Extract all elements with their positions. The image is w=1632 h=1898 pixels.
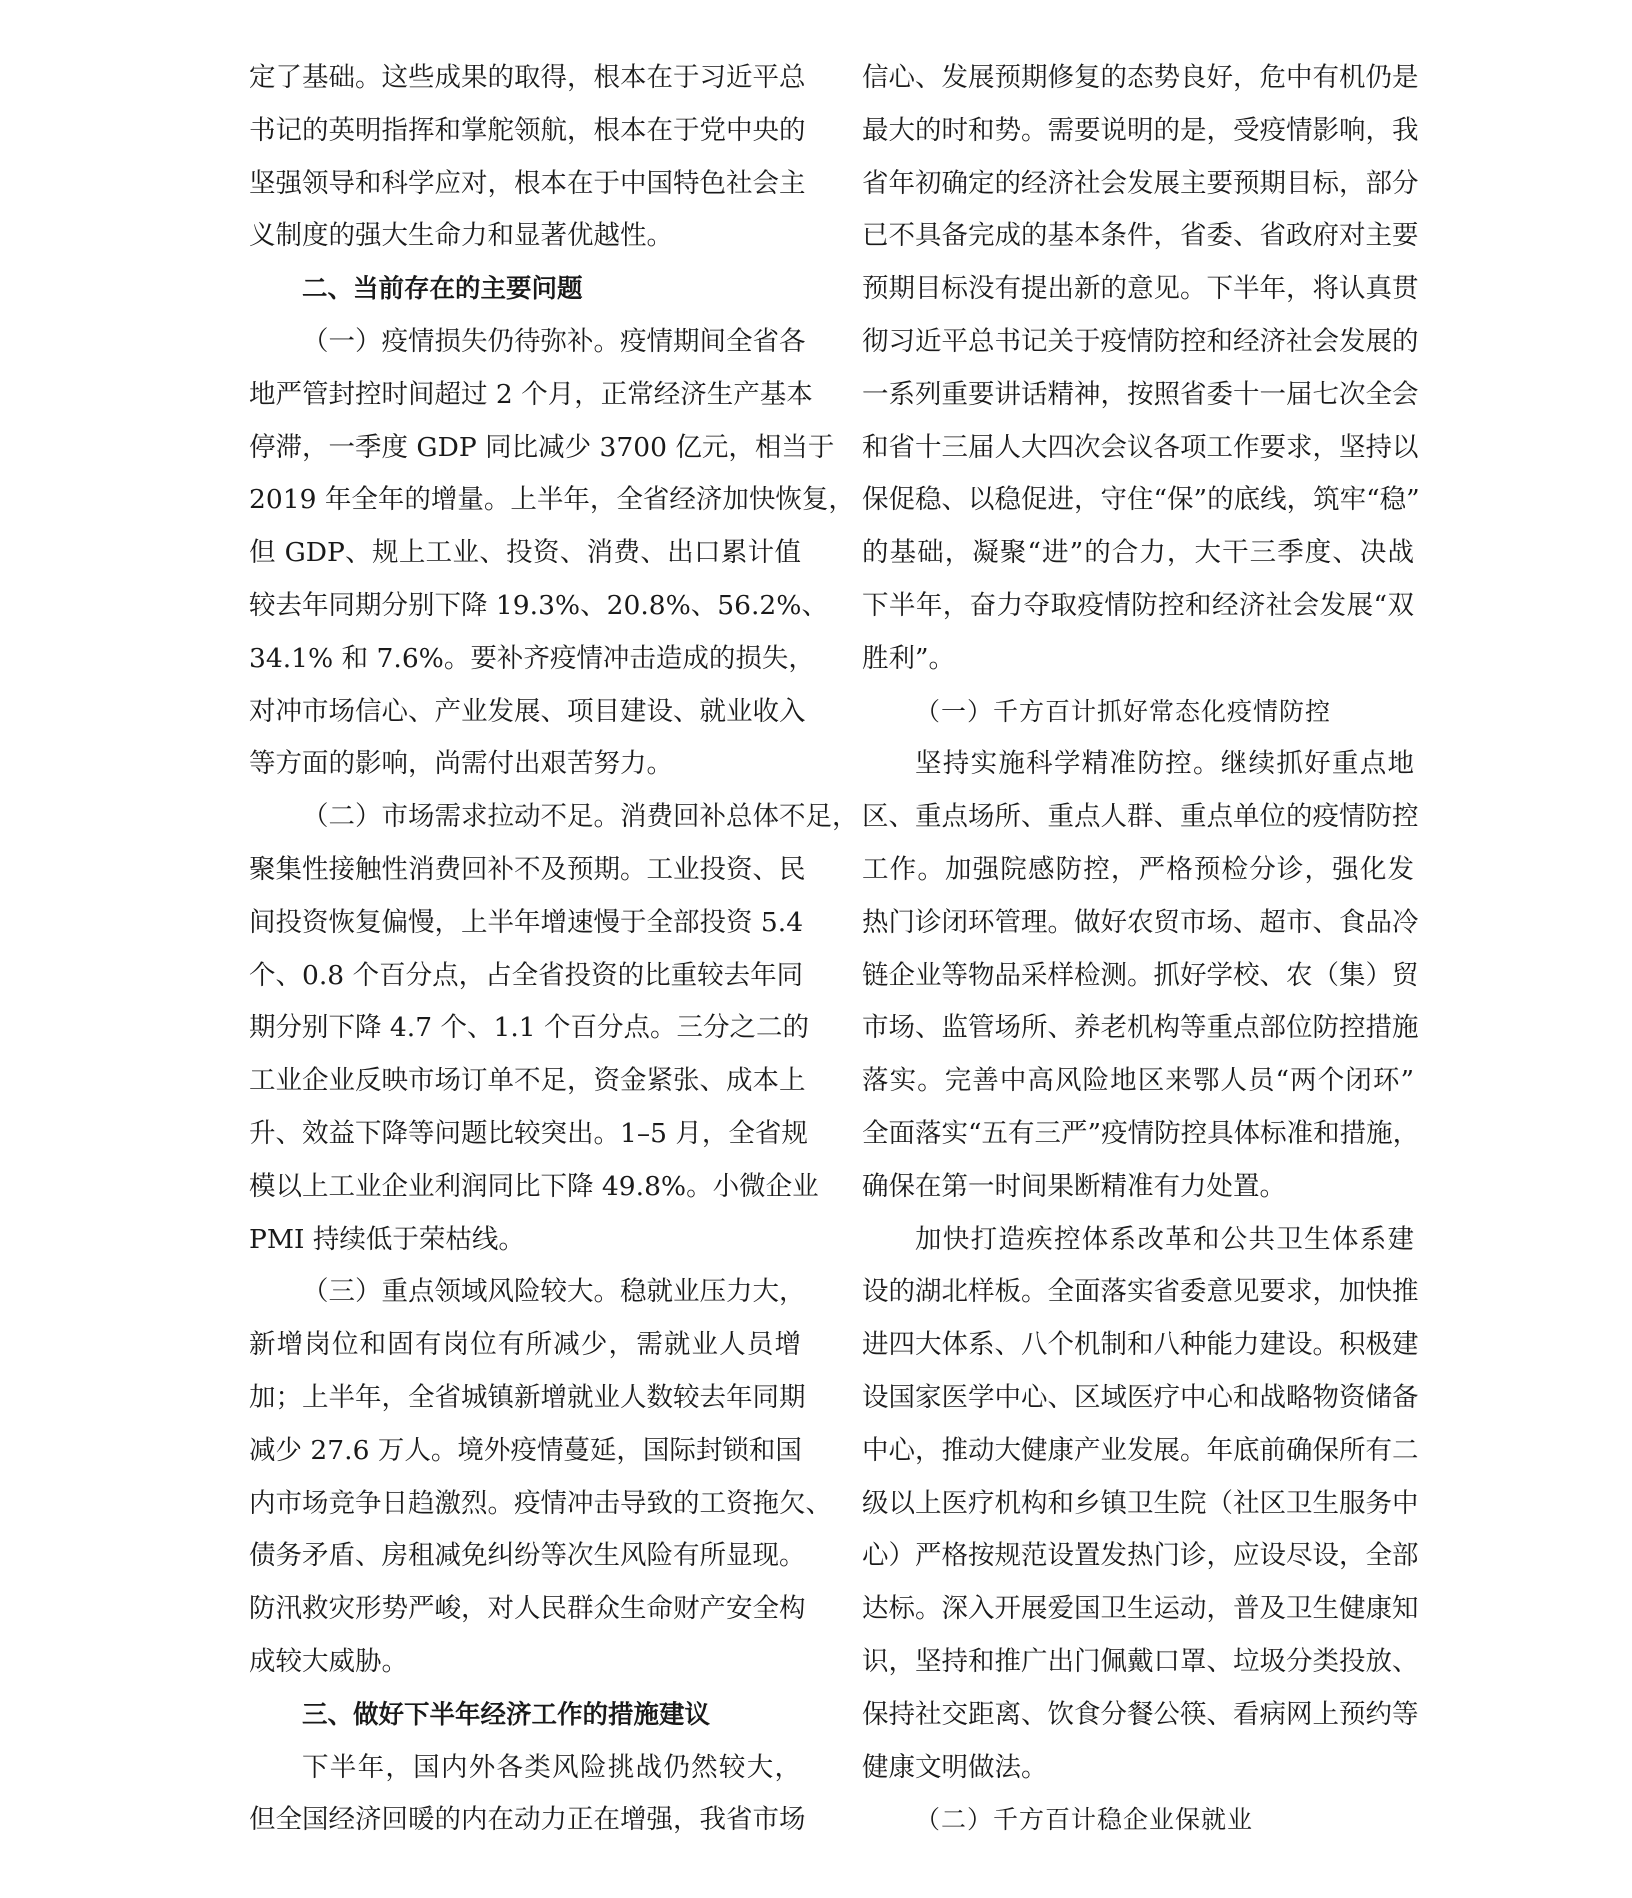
left-column-text-line: 书记的英明指挥和掌舵领航，根本在于党中央的: [249, 114, 806, 146]
right-column-text-line: 健康文明做法。: [862, 1751, 1048, 1783]
left-column-text-line: 义制度的强大生命力和显著优越性。: [249, 220, 673, 252]
right-column: [862, 52, 1420, 1847]
right-column-text-line: 热门诊闭环管理。做好农贸市场、超市、食品冷: [862, 906, 1419, 938]
right-column-subsection-heading: （二）千方百计稳企业保就业: [915, 1805, 1254, 1835]
left-column-text-line: 减少 27.6 万人。境外疫情蔓延，国际封锁和国: [249, 1434, 802, 1466]
right-column-text-line: 保持社交距离、饮食分餐公筷、看病网上预约等: [862, 1698, 1419, 1730]
left-column-text-line: 新增岗位和固有岗位有所减少，需就业人员增: [249, 1329, 801, 1361]
right-column-text-line: 的基础，凝聚“进”的合力，大干三季度、决战: [862, 537, 1414, 569]
right-column-text-line: 信心、发展预期修复的态势良好，危中有机仍是: [862, 62, 1419, 93]
left-column-text-line: 防汛救灾形势严峻，对人民群众生命财产安全构: [249, 1593, 806, 1625]
right-column-text-line: 彻习近平总书记关于疫情防控和经济社会发展的: [862, 325, 1419, 357]
right-column-text-line: 省年初确定的经济社会发展主要预期目标，部分: [862, 167, 1419, 199]
right-column-text-line: 保促稳、以稳促进，守住“保”的底线，筑牢“稳”: [862, 484, 1420, 516]
left-column-text-line: 成较大威胁。: [249, 1645, 408, 1677]
right-column-text-line: 市场、监管场所、养老机构等重点部位防控措施: [862, 1012, 1419, 1044]
right-column-text-line: 预期目标没有提出新的意见。下半年，将认真贯: [862, 273, 1419, 305]
right-column-text-line: 最大的时和势。需要说明的是，受疫情影响，我: [862, 114, 1419, 146]
right-column-text-line: 区、重点场所、重点人群、重点单位的疫情防控: [862, 801, 1419, 833]
left-column-text-line: 下半年，国内外各类风险挑战仍然较大，: [302, 1751, 801, 1783]
right-column-text-line: 全面落实“五有三严”疫情防控具体标准和措施，: [862, 1117, 1420, 1149]
left-column-text-line: 间投资恢复偏慢，上半年增速慢于全部投资 5.4: [249, 906, 804, 938]
left-column-text-line: 个、0.8 个百分点，占全省投资的比重较去年同: [249, 959, 804, 991]
right-column-text-line: 已不具备完成的基本条件，省委、省政府对主要: [862, 220, 1419, 252]
left-column-text-line: 但全国经济回暖的内在动力正在增强，我省市场: [249, 1804, 806, 1836]
left-column-text-line: 债务矛盾、房租减免纠纷等次生风险有所显现。: [249, 1540, 806, 1572]
left-column-text-line: 期分别下降 4.7 个、1.1 个百分点。三分之二的: [249, 1012, 810, 1044]
right-column-text-line: 中心，推动大健康产业发展。年底前确保所有二: [862, 1434, 1419, 1466]
left-column-text-line: PMI 持续低于荣枯线。: [249, 1223, 525, 1255]
left-column-text-line: 聚集性接触性消费回补不及预期。工业投资、民: [249, 853, 806, 885]
left-column-text-line: （一）疫情损失仍待弥补。疫情期间全省各: [302, 325, 806, 357]
left-column-text-line: （二）市场需求拉动不足。消费回补总体不足，: [302, 801, 859, 833]
left-column: [249, 52, 859, 1847]
right-column-text-line: 识，坚持和推广出门佩戴口罩、垃圾分类投放、: [862, 1645, 1419, 1677]
right-column-text-line: 和省十三届人大四次会议各项工作要求，坚持以: [862, 431, 1419, 463]
left-column-text-line: 地严管封控时间超过 2 个月，正常经济生产基本: [249, 378, 813, 410]
right-column-text-line: 链企业等物品采样检测。抓好学校、农（集）贸: [862, 959, 1419, 991]
left-column-text-line: 定了基础。这些成果的取得，根本在于习近平总: [249, 62, 806, 93]
left-column-section-heading: 二、当前存在的主要问题: [302, 274, 583, 305]
right-column-text-line: 确保在第一时间果断精准有力处置。: [862, 1170, 1286, 1202]
left-column-text-line: 坚强领导和科学应对，根本在于中国特色社会主: [249, 167, 806, 199]
left-column-section-heading: 三、做好下半年经济工作的措施建议: [302, 1699, 711, 1730]
right-column-subsection-heading: （一）千方百计抓好常态化疫情防控: [915, 696, 1332, 726]
left-column-text-line: 内市场竞争日趋激烈。疫情冲击导致的工资拖欠、: [249, 1487, 832, 1519]
right-column-text-line: 加快打造疾控体系改革和公共卫生体系建: [915, 1223, 1414, 1255]
right-column-text-line: 坚持实施科学精准防控。继续抓好重点地: [915, 748, 1414, 780]
right-column-text-line: 落实。完善中高风险地区来鄂人员“两个闭环”: [862, 1065, 1414, 1097]
left-column-text-line: 停滞，一季度 GDP 同比减少 3700 亿元，相当于: [249, 431, 835, 463]
right-column-text-line: 设国家医学中心、区域医疗中心和战略物资储备: [862, 1381, 1419, 1413]
right-column-text-line: 级以上医疗机构和乡镇卫生院（社区卫生服务中: [862, 1487, 1419, 1519]
left-column-text-line: 升、效益下降等问题比较突出。1–5 月，全省规: [249, 1117, 808, 1149]
left-column-text-line: 34.1% 和 7.6%。要补齐疫情冲击造成的损失，: [249, 642, 815, 674]
right-column-text-line: 胜利”。: [862, 642, 956, 674]
left-column-text-line: （三）重点领域风险较大。稳就业压力大，: [302, 1276, 806, 1308]
left-column-text-line: 对冲市场信心、产业发展、项目建设、就业收入: [249, 695, 806, 727]
right-column-text-line: 下半年，奋力夺取疫情防控和经济社会发展“双: [862, 589, 1414, 621]
right-column-text-line: 一系列重要讲话精神，按照省委十一届七次全会: [862, 378, 1419, 410]
left-column-text-line: 较去年同期分别下降 19.3%、20.8%、56.2%、: [249, 589, 828, 621]
right-column-text-line: 达标。深入开展爱国卫生运动，普及卫生健康知: [862, 1593, 1419, 1625]
right-column-text-line: 设的湖北样板。全面落实省委意见要求，加快推: [862, 1276, 1419, 1308]
left-column-text-line: 工业企业反映市场订单不足，资金紧张、成本上: [249, 1065, 806, 1097]
right-column-text-line: 工作。加强院感防控，严格预检分诊，强化发: [862, 853, 1414, 885]
left-column-text-line: 模以上工业企业利润同比下降 49.8%。小微企业: [249, 1170, 819, 1202]
left-column-text-line: 加；上半年，全省城镇新增就业人数较去年同期: [249, 1381, 806, 1413]
left-column-text-line: 但 GDP、规上工业、投资、消费、出口累计值: [249, 537, 801, 569]
left-column-text-line: 2019 年全年的增量。上半年，全省经济加快恢复，: [249, 484, 855, 516]
right-column-text-line: 心）严格按规范设置发热门诊，应设尽设，全部: [862, 1540, 1419, 1572]
right-column-text-line: 进四大体系、八个机制和八种能力建设。积极建: [862, 1329, 1419, 1361]
left-column-text-line: 等方面的影响，尚需付出艰苦努力。: [249, 748, 673, 780]
